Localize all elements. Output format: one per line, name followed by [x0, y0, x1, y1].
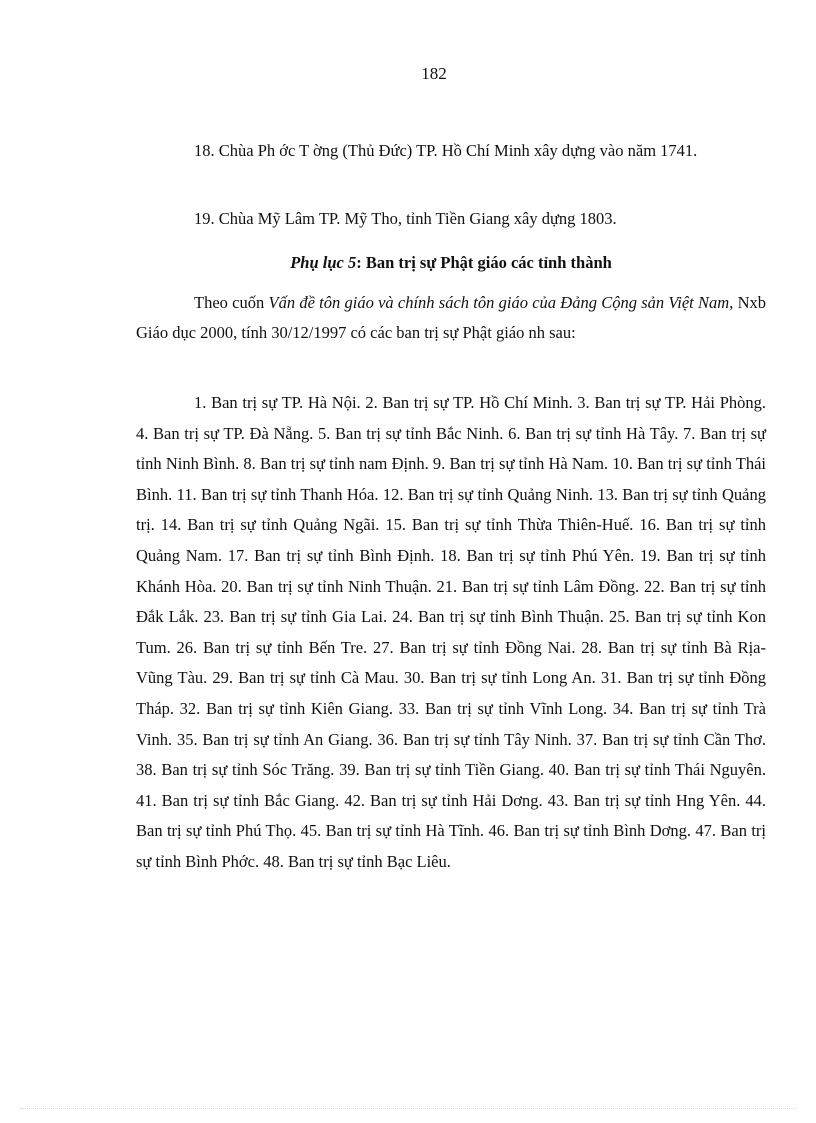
intro-paragraph [136, 288, 766, 348]
intro-prefix: Theo cuốn [194, 293, 269, 312]
item-19-paragraph: 19. Chùa Mỹ Lâm TP. Mỹ Tho, tỉnh Tiền Giang xây dựng 1803. [194, 209, 617, 228]
appendix-title: : Ban trị sự Phật giáo các tỉnh thành [356, 253, 612, 272]
intro-suffix: , Nxb Giáo dục 2000, tính 30/12/1997 có các ban trị sự Phật giáo nh sau: [136, 293, 766, 342]
appendix-heading [136, 253, 766, 273]
page-number: 182 [421, 64, 447, 83]
boards-list-paragraph: 1. Ban trị sự TP. Hà Nội. 2. Ban trị sự TP. Hồ Chí Minh. 3. Ban trị sự TP. Hải Phòng. 4. Ban trị sự TP. Đà Nẵng. 5. Ban trị sự tỉnh Bắc Ninh. 6. Ban trị sự tỉnh Hà Tây. 7. Ban trị sự tỉnh Ninh Bình. 8. Ban trị sự tỉnh nam Định. 9. Ban trị sự tỉnh Hà Nam. 10. Ban trị sự tỉnh Thái Bình. 11. Ban trị sự tỉnh Thanh Hóa. 12. Ban trị sự tỉnh Quảng Ninh. 13. Ban trị sự tỉnh Quảng trị. 14. Ban trị sự tỉnh Quảng Ngãi. 15. Ban trị sự tỉnh Thừa Thiên-Huế. 16. Ban trị sự tỉnh Quảng Nam. 17. Ban trị sự tỉnh Bình Định. 18. Ban trị sự tỉnh Phú Yên. 19. Ban trị sự tỉnh Khánh Hòa. 20. Ban trị sự tỉnh Ninh Thuận. 21. Ban trị sự tỉnh Lâm Đồng. 22. Ban trị sự tỉnh Đắk Lắk. 23. Ban trị sự tỉnh Gia Lai. 24. Ban trị sự tỉnh Bình Thuận. 25. Ban trị sự tỉnh Kon Tum. 26. Ban trị sự tỉnh Bến Tre. 27. Ban trị sự tỉnh Đồng Nai. 28. Ban trị sự tỉnh Bà Rịa-Vũng Tàu. 29. Ban trị sự tỉnh Cà Mau. 30. Ban trị sự tỉnh Long An. 31. Ban trị sự tỉnh Đồng Tháp. 32. Ban trị sự tỉnh Kiên Giang. 33. Ban trị sự tỉnh Vĩnh Long. 34. Ban trị sự tỉnh Trà Vinh. 35. Ban trị sự tỉnh An Giang. 36. Ban trị sự tỉnh Tây Ninh. 37. Ban trị sự tỉnh Cần Thơ. 38. Ban trị sự tỉnh Sóc Trăng. 39. Ban trị sự tỉnh Tiền Giang. 40. Ban trị sự tỉnh Thái Nguyên. 41. Ban trị sự tỉnh Bắc Giang. 42. Ban trị sự tỉnh Hải Dơng. 43. Ban trị sự tỉnh Hng Yên. 44. Ban trị sự tỉnh Phú Thọ. 45. Ban trị sự tỉnh Hà Tĩnh. 46. Ban trị sự tỉnh Bình Dơng. 47. Ban trị sự tỉnh Bình Phớc. 48. Ban trị sự tỉnh Bạc Liêu. [136, 393, 766, 871]
book-title: Vấn đề tôn giáo và chính sách tôn giáo của Đảng Cộng sản Việt Nam [268, 293, 730, 312]
appendix-label: Phụ lục 5 [290, 253, 357, 272]
item-18-paragraph: 18. Chùa Ph ớc T ờng (Thủ Đức) TP. Hồ Chí Minh xây dựng vào năm 1741. [194, 141, 698, 160]
page-bottom-divider [20, 1108, 796, 1109]
